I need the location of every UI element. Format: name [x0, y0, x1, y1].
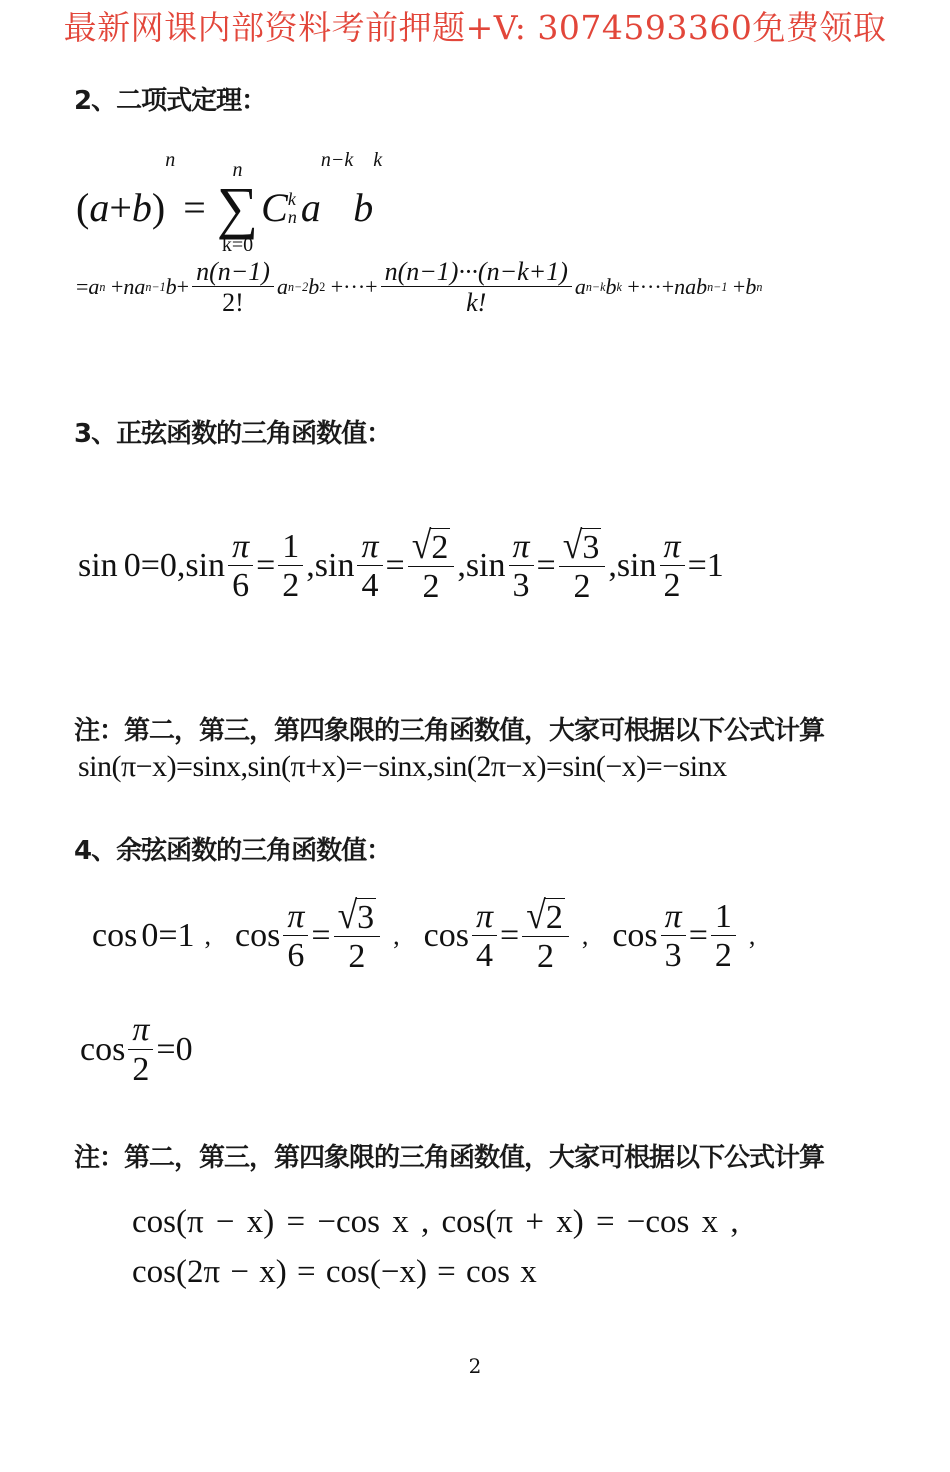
note-2-formula-line-1: cos(π − x) = −cos x , cos(π + x) = −cos x , — [132, 1204, 739, 1240]
note-2-formula-line-2: cos(2π − x) = cos(−x) = cos x — [132, 1254, 537, 1290]
cosine-pi-4-value: √ 2 2 — [522, 898, 569, 975]
note-2-text: 注：第二，第三，第四象限的三角函数值，大家可根据以下公式计算 — [74, 1143, 825, 1173]
sine-pi-6-value: $\frac{1}{2}$ — [278, 529, 303, 604]
binomial-lhs: ( a + b ) n = n ∑ k=0 C k n a n−k b k — [76, 149, 383, 257]
note-1-text: 注：第二，第三，第四象限的三角函数值，大家可根据以下公式计算 — [74, 716, 825, 746]
binomial-expansion: = a n + na n−1 b + $\frac{n(n-1)}{2!}$ a n−2 b 2 +···+ $\frac{n(n-1)\cdot\cdot\cdot(n-k+1)}{k!}$ a n−k b k +···+ nab n−1 + b n — [76, 257, 763, 318]
cosine-pi-2-row: cos $\frac{\pi}{2}$ = 0 — [80, 1011, 193, 1088]
cosine-values-row: cos 0 = 1 , cos $\frac{\pi}{6}$ = √ 3 2 , cos $\frac{\pi}{4}$ = √ 2 2 , cos $\frac{\pi}{3}$ = $\frac{1}{2}$ , — [92, 892, 756, 975]
coefficient-fraction-k: $\frac{n(n-1)\cdot\cdot\cdot(n-k+1)}{k!}$ — [381, 258, 572, 317]
cosine-pi-6-value: √ 3 2 — [334, 898, 381, 975]
page-number: 2 — [468, 1354, 482, 1378]
summation-symbol: n ∑ k=0 — [216, 159, 259, 257]
watermark-text: 最新网课内部资料考前押题+V: 3074593360免费领取 — [63, 8, 887, 47]
note-1-formula: sin(π−x)=sinx,sin(π+x)=−sinx,sin(2π−x)=sin(−x)=−sinx — [78, 750, 727, 783]
cosine-pi-3-value: $\frac{1}{2}$ — [711, 899, 736, 974]
section-4-heading: 4、余弦函数的三角函数值： — [74, 836, 392, 866]
section-2-heading: 2、二项式定理： — [74, 86, 267, 116]
sine-values-row: sin 0 = 0 ,sin $\frac{\pi}{6}$ = $\frac{1}{2}$ ,sin $\frac{\pi}{4}$ = √ 2 2 ,sin $\frac{\pi}{3}$ = √ 3 2 ,sin $\frac{\pi}{2}$ = 1 — [78, 522, 724, 605]
section-3-heading: 3、正弦函数的三角函数值： — [74, 419, 392, 449]
coefficient-fraction-1: $\frac{n(n-1)}{2!}$ — [192, 258, 274, 317]
sine-pi-4-value: √ 2 2 — [408, 528, 455, 605]
watermark-banner — [0, 2, 950, 49]
sine-pi-3-value: √ 3 2 — [559, 528, 606, 605]
